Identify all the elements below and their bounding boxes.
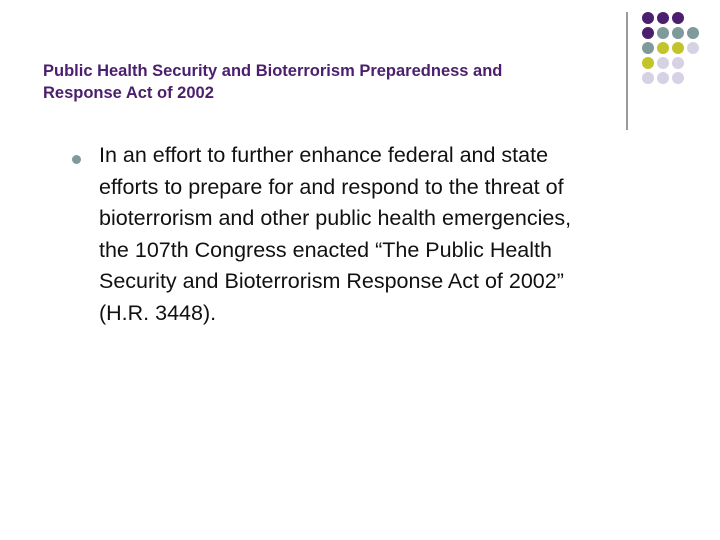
decorative-dot <box>642 12 654 24</box>
bullet-dot-icon <box>72 155 81 164</box>
bullet-list <box>72 140 672 329</box>
decorative-dot <box>642 57 654 69</box>
decorative-dot <box>687 42 699 54</box>
decorative-dot <box>642 27 654 39</box>
decorative-dot <box>672 57 684 69</box>
bullet-line: the 107th Congress enacted “The Public Health <box>99 237 552 262</box>
decorative-dot <box>672 27 684 39</box>
bullet-line: Security and Bioterrorism Response Act of 2002” <box>99 269 564 293</box>
decorative-dot <box>657 57 669 69</box>
decorative-dot <box>657 42 669 54</box>
decorative-dot <box>672 42 684 54</box>
decorative-dot <box>642 42 654 54</box>
decorative-dot <box>657 12 669 24</box>
bullet-line: (H.R. 3448). <box>99 300 217 325</box>
slide-title-line: Public Health Security and Bioterrorism Preparedness and <box>43 62 503 80</box>
decorative-dot <box>672 12 684 24</box>
decorative-dot <box>672 72 684 84</box>
vertical-divider <box>626 12 628 130</box>
decorative-dot <box>657 72 669 84</box>
slide-title <box>43 60 623 104</box>
decorative-dot <box>642 72 654 84</box>
bullet-item <box>72 140 672 329</box>
decorative-dot <box>657 27 669 39</box>
bullet-line: In an effort to further enhance federal and state <box>99 143 549 167</box>
slide-title-line: Response Act of 2002 <box>43 84 214 102</box>
bullet-line: efforts to prepare for and respond to the threat of <box>99 174 564 199</box>
decorative-dot <box>687 27 699 39</box>
bullet-line: bioterrorism and other public health emergencies, <box>99 206 572 230</box>
bullet-text <box>99 140 672 329</box>
